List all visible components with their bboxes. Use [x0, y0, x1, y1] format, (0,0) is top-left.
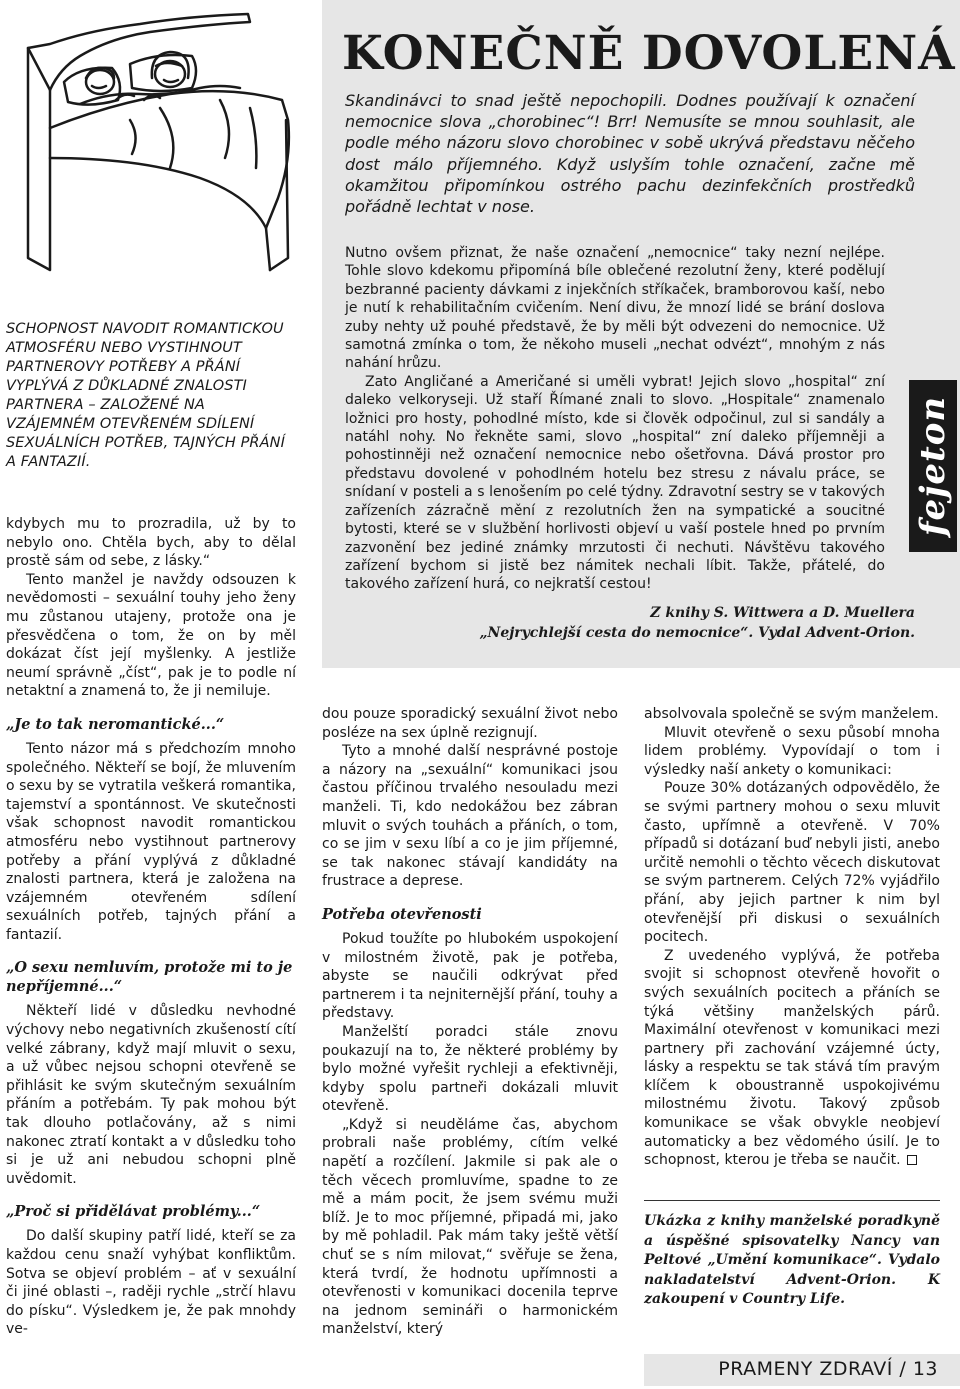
- middle-paragraph: dou pouze sporadický sexuální život nebo posléze na sex úplně rezignují.: [322, 706, 618, 741]
- left-paragraph: Někteří lidé v důsledku nevhodné výchovy nebo negativních zkušeností cítí velké zábrany, když mají mluvit o sexu, a už vůbec nejsou schopni otevřeně se přihlásit ke svým skutečným sexuálním přáním a potřebám. Ty pak mohou být tak dlouho potlačovány, až s nimi nakonec ztratí kontakt a v důsledku toho si je už ani nebudou schopni plně uvědomit.: [6, 1003, 296, 1187]
- section-tab-label: fejeton: [913, 395, 954, 537]
- middle-subheading: Potřeba otevřenosti: [322, 905, 482, 923]
- source-line: „Nejrychlejší cesta do nemocnice“. Vydal Advent-Orion.: [479, 625, 915, 641]
- article-intro: Skandinávci to snad ještě nepochopili. Dodnes používají k označení nemocnice slova „chorobinec“! Brr! Nemusíte se mnou souhlasit, ale podle mého názoru slovo chorobinec v sobě ukrývá představu něčeho dost málo příjemného. Když uslyším tohle označení, začne mě okamžitou připomínkou ostrého pachu dezinfekčních prostředků pořádně lechtat v nose.: [345, 91, 915, 217]
- left-subheading: „Je to tak neromantické...“: [6, 715, 225, 733]
- left-subheading: „Proč si přidělávat problémy...“: [6, 1203, 261, 1221]
- left-column: [6, 515, 296, 1339]
- article-source: [345, 603, 915, 643]
- article-paragraph: Nutno ovšem přiznat, že naše označení „nemocnice“ taky nezní nejlépe. Tohle slovo kdekomu připomíná bíle oblečené rezolutní ženy, které podělují bezbranné pacienty dávkami z injekčních stříkaček, bramborovou kaší, nebo je nutí k rehabilitačním cvičením. Není divu, že mnozí lidé se brání doslova zuby nehty už pouhé představě, že by měli být odvezeni do nemocnice. Už samotná zmínka o tom, že někoho museli „nechat odvézt“, mnohým z nás nahání hrůzu.: [345, 245, 885, 372]
- left-subheading: „O sexu nemluvím, protože mi to je nepříjemné...“: [6, 959, 293, 996]
- middle-column: [322, 705, 618, 1339]
- left-paragraph: Do další skupiny patří lidé, kteří se za každou cenu snaží vyhýbat konfliktům. Sotva se objeví problém – ať v sexuální či jiné oblasti –, raději rychle „strčí hlavu do písku“. Výsledkem je, že pak mnohdy ve-: [6, 1228, 296, 1338]
- left-paragraph: Tento názor má s předchozím mnoho společného. Někteří se bojí, že mluvením o sexu by se vytratila veškerá romantika, tajemství a spontánnost. Ve skutečnosti však schopnost navodit romantickou atmosféru nebo vystihnout partnerovy potřeby a přání vyplývá z důkladné znalosti partnera, která je založena na vzájemném otevřeném sdílení sexuálních potřeb, tajných přání a fantazií.: [6, 740, 296, 943]
- source-line: Z knihy S. Wittwera a D. Muellera: [650, 605, 915, 621]
- right-paragraph: absolvovala společně se svým manželem.: [644, 706, 939, 722]
- left-paragraph: kdybych mu to prozradila, už by to nebylo ono. Chtěla bych, aby to dělal prostě sám od sebe, z lásky.“: [6, 516, 296, 570]
- section-tab: [909, 380, 957, 552]
- right-column: [644, 705, 940, 1170]
- divider: [644, 1200, 940, 1201]
- book-note: Ukázka z knihy manželské poradkyně a úspěšné spisovatelky Nancy van Peltové „Umění komunikace“. Vydalo nakladatelství Advent-Orion. K zakoupení v Country Life.: [644, 1213, 940, 1307]
- article-paragraph: Zato Angličané a Američané si uměli vybrat! Jejich slovo „hospital“ zní daleko velkoryseji. Už staří Římané znali to slovo. „Hospitale“ znamenalo ložnici pro hosty, pohodlné místo, kde si člověk odpočinul, zul si sandály a natáhl nohy. No řekněte sami, slovo „hospital“ zní daleko příjemněji a pohostinněji než označení nemocnice nebo ošetřovna. Dává prostor pro představu dovolené v pohodlném hotelu bez stresu z návalu práce, se snídaní v posteli a s lenošením po celé týdny. Zdravotní sestry se v takových zařízeních zázračně mění z rezolutních žen na sympatické a soucitné bytosti, které se v službění horlivosti objeví u vaší postele hned po prvním zazvonění bez jediné známky mrzutosti či nechuti. Návštěvu takového zařízení bychom si jistě bez námitek nechali líbit. Takže, přátelé, do takového zařízení hurá, co nejkratší cestou!: [345, 373, 885, 593]
- article-body: [345, 244, 885, 594]
- right-paragraph: Mluvit otevřeně o sexu působí mnoha lidem problémy. Vypovídají o tom i výsledky naší ankety o komunikaci:: [644, 724, 940, 778]
- couple-in-bed-illustration: [20, 8, 310, 278]
- pull-quote: SCHOPNOST NAVODIT ROMANTICKOU ATMOSFÉRU NEBO VYSTIHNOUT PARTNEROVY POTŘEBY A PŘÁNÍ VYPLÝVÁ Z DŮKLADNÉ ZNALOSTI PARTNERA – ZALOŽENÉ NA VZÁJEMNÉM OTEVŘENÉM SDÍLENÍ SEXUÁLNÍCH POTŘEB, TAJNÝCH PŘÁNÍ A FANTAZIÍ.: [6, 321, 285, 470]
- middle-paragraph: Tyto a mnohé další nesprávné postoje a názory na „sexuální“ komunikaci jsou častou příčinou trvalého nesouladu mezi manželi. Ti, kdo nedokážou bez zábran mluvit o svých touhách a přáních, o tom, co se jim v sexu líbí a co je jim příjemné, se tak nakonec stávají kandidáty na frustrace a deprese.: [322, 743, 618, 890]
- end-of-article-icon: [907, 1155, 917, 1165]
- right-paragraph: [644, 947, 940, 1170]
- page-footer: PRAMENY ZDRAVÍ / 13: [718, 1358, 938, 1380]
- middle-paragraph: „Když si neuděláme čas, abychom probrali naše problémy, cítím velké napětí a rozčílení. Jakmile si pak ale o těch věcech promluvíme, spadne to ze mě a mám pocit, že jsem svému muži blíž. Je to moc příjemné, připadá mi, jako by mě pohladil. Pak mám taky ještě větší chuť se s ním milovat,“ svěřuje se žena, která tvrdí, že hodnotu upřímnosti a otevřenosti v komunikaci docenila teprve na jednom semináři o harmonickém manželství, který: [322, 1116, 618, 1338]
- middle-paragraph: Manželští poradci stále znovu poukazují na to, že některé problémy by bylo možné vyřešit rychleji a efektivněji, kdyby spolu partneři dokázali mluvit otevřeně.: [322, 1023, 618, 1115]
- left-paragraph: Tento manžel je navždy odsouzen k nevědomosti – sexuální touhy jeho ženy mu zůstanou utajeny, protože ona je přesvědčena o tom, že on by měl dokázat číst její myšlenky. A jestliže neumí správně „číst“, pak je to podle ní netaktní a znamená to, že ji nemiluje.: [6, 571, 296, 700]
- right-paragraph: Pouze 30% dotázaných odpovědělo, že se svými partnery mohou o sexu mluvit často, upřímně a otevřeně. V 70% případů si dotázaní buď nebyli jisti, anebo určitě nemohli o těchto věcech diskutovat se svým partnerem. Celých 72% vyjádřilo přání, aby jejich partner k nim byl otevřenější při diskusi o sexuálních pocitech.: [644, 780, 940, 946]
- article-title: KONEČNĚ DOVOLENÁ: [342, 26, 956, 81]
- middle-paragraph: Pokud toužíte po hlubokém uspokojení v milostném životě, pak je potřeba, abyste se naučili odkrývat před partnerem i ta nejniternější přání, touhy a představy.: [322, 930, 618, 1022]
- right-paragraph-text: Z uvedeného vyplývá, že potřeba svojit si schopnost otevřeně hovořit o svých sexuálních pocitech a přáních se týká většiny manželských párů. Maximální otevřenost v komunikaci mezi partnery při zachování vzájemné úcty, lásky a respektu se tak stává tím pravým klíčem k oboustranně uspokojivému milostnému životu. Takový způsob komunikace se však obvykle neobjeví automaticky a bez vědomého úsilí. Je to schopnost, kterou je třeba se naučit.: [644, 947, 940, 1169]
